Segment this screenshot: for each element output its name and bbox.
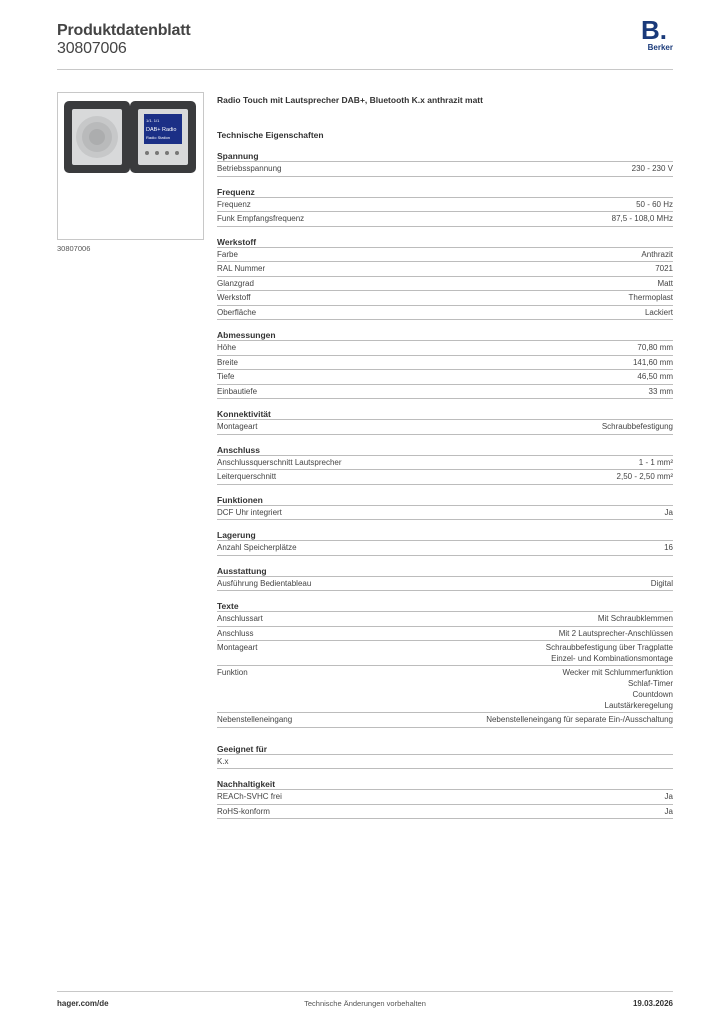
spec-key: Tiefe — [217, 372, 235, 381]
spec-value — [562, 667, 673, 711]
spec-value-line: 50 - 60 Hz — [636, 199, 673, 209]
spec-row — [217, 277, 673, 292]
spec-value — [665, 806, 673, 817]
spec-value-line: 33 mm — [648, 386, 673, 396]
spec-value-line: Ja — [664, 792, 673, 801]
spec-row — [217, 306, 673, 321]
spec-section — [217, 495, 673, 521]
section-title: Texte — [217, 601, 673, 612]
spec-key: Montageart — [217, 422, 258, 431]
spec-row — [217, 805, 673, 820]
spec-value-line: Wecker mit Schlummerfunktion — [562, 668, 673, 677]
section-title: Konnektivität — [217, 409, 673, 420]
spec-row — [217, 506, 673, 521]
svg-text:1/1. 1/1: 1/1. 1/1 — [146, 118, 160, 123]
spec-section — [217, 601, 673, 728]
spec-value — [645, 307, 673, 318]
technical-properties-title: Technische Eigenschaften — [217, 130, 324, 140]
spec-value-line: 141,60 mm — [632, 357, 673, 367]
footer-website: hager.com/de — [57, 999, 109, 1008]
spec-value-line: Schraubbefestigung über Tragplatte — [545, 643, 673, 652]
spec-section — [217, 187, 673, 227]
spec-value-line: Matt — [657, 278, 673, 288]
spec-value — [629, 292, 673, 303]
spec-value-line: 7021 — [655, 264, 673, 273]
specification-content — [217, 94, 673, 819]
spec-row — [217, 755, 673, 770]
spec-row — [217, 470, 673, 485]
spec-row — [217, 341, 673, 356]
spec-row — [217, 790, 673, 805]
spec-key: Werkstoff — [217, 293, 251, 302]
spec-value — [655, 263, 673, 274]
spec-value — [649, 386, 673, 397]
spec-row — [217, 262, 673, 277]
spec-value-line: 87,5 - 108,0 MHz — [611, 214, 673, 223]
section-title: Abmessungen — [217, 330, 673, 341]
section-title: Lagerung — [217, 530, 673, 541]
spec-value-line: Nebenstelleneingang für separate Ein-/Ausschaltung — [486, 715, 673, 724]
spec-section — [217, 151, 673, 177]
spec-key: Breite — [217, 357, 238, 367]
spec-value — [637, 371, 673, 382]
spec-value — [633, 357, 673, 368]
footer-disclaimer: Technische Änderungen vorbehalten — [304, 999, 426, 1008]
spec-value — [657, 278, 673, 289]
spec-row — [217, 356, 673, 371]
spec-section — [217, 530, 673, 556]
section-title: Ausstattung — [217, 566, 673, 577]
product-title: Radio Touch mit Lautsprecher DAB+, Bluetooth K.x anthrazit matt — [217, 95, 483, 105]
spec-row — [217, 291, 673, 306]
svg-text:DAB+ Radio: DAB+ Radio — [146, 127, 177, 133]
spec-section — [217, 779, 673, 819]
spec-value — [641, 249, 673, 260]
spec-row — [217, 627, 673, 642]
spec-row — [217, 212, 673, 227]
spec-value-line: Einzel- und Kombinationsmontage — [551, 654, 673, 663]
page-footer — [57, 991, 673, 1011]
spec-key: Einbautiefe — [217, 386, 258, 396]
spec-value — [602, 421, 673, 432]
section-title: Nachhaltigkeit — [217, 779, 673, 790]
spec-key: Funktion — [217, 668, 248, 677]
spec-key: Oberfläche — [217, 307, 257, 317]
spec-value-line: Countdown — [632, 690, 673, 699]
spec-section — [217, 566, 673, 592]
spec-value — [612, 213, 673, 224]
section-title: Geeignet für — [217, 744, 673, 755]
article-number: 30807006 — [57, 40, 127, 57]
spec-key: RAL Nummer — [217, 264, 266, 273]
spec-value-line: Lackiert — [644, 307, 673, 317]
spec-value-line: Ja — [664, 507, 673, 517]
section-title: Frequenz — [217, 187, 673, 198]
spec-row — [217, 612, 673, 627]
spec-value-line: Thermoplast — [628, 293, 673, 302]
spec-value — [636, 199, 673, 210]
spec-key: K.x — [217, 756, 229, 766]
spec-key: Höhe — [217, 343, 237, 352]
spec-value-line: 70,80 mm — [637, 343, 673, 352]
spec-value-line: Ja — [664, 806, 673, 816]
spec-key: Anschlussquerschnitt Lautsprecher — [217, 457, 342, 467]
spec-value-line: 230 - 230 V — [631, 164, 673, 173]
spec-value — [665, 791, 673, 802]
spec-row — [217, 370, 673, 385]
spec-row — [217, 162, 673, 177]
spec-value-line: Lautstärkeregelung — [604, 701, 673, 710]
svg-text:B.: B. — [641, 18, 667, 45]
image-caption: 30807006 — [57, 244, 91, 253]
spec-section — [217, 744, 673, 770]
spec-section — [217, 409, 673, 435]
section-title: Funktionen — [217, 495, 673, 506]
spec-value — [664, 542, 673, 553]
spec-value-line: Mit 2 Lautsprecher-Anschlüssen — [558, 628, 673, 638]
spec-value-line: 1 - 1 mm² — [638, 457, 673, 467]
spec-value — [651, 578, 673, 589]
spec-value-line: Digital — [650, 578, 673, 588]
product-image — [57, 92, 204, 240]
document-title: Produktdatenblatt — [57, 22, 191, 39]
spec-key: Funk Empfangsfrequenz — [217, 214, 305, 223]
spec-value-line: Anthrazit — [641, 249, 673, 259]
spec-section — [217, 445, 673, 485]
spec-key: Leiterquerschnitt — [217, 472, 277, 481]
spec-value — [637, 342, 673, 353]
spec-value-line: Schraubbefestigung — [601, 422, 673, 431]
spec-value — [632, 163, 673, 174]
spec-key: Farbe — [217, 249, 238, 259]
spec-value — [559, 628, 673, 639]
spec-key: Ausführung Bedientableau — [217, 578, 312, 588]
spec-key: Montageart — [217, 643, 258, 652]
spec-value — [617, 471, 673, 482]
radio-device-illustration — [58, 93, 203, 239]
spec-value-line: Mit Schraubklemmen — [597, 614, 673, 623]
svg-text:Radio Station: Radio Station — [146, 135, 171, 140]
spec-key: Anschlussart — [217, 614, 263, 623]
spec-value-line: 16 — [664, 543, 673, 552]
spec-sections — [217, 151, 673, 819]
spec-key: Betriebsspannung — [217, 164, 282, 173]
spec-section — [217, 330, 673, 399]
spec-key: DCF Uhr integriert — [217, 507, 282, 517]
spec-row — [217, 248, 673, 263]
spec-row — [217, 385, 673, 400]
spec-key: RoHS-konform — [217, 806, 270, 816]
spec-key: Anschluss — [217, 628, 254, 638]
spec-row — [217, 577, 673, 592]
section-title: Werkstoff — [217, 237, 673, 248]
spec-key: REACh-SVHC frei — [217, 792, 282, 801]
footer-date: 19.03.2026 — [632, 999, 673, 1008]
spec-row — [217, 420, 673, 435]
spec-row — [217, 641, 673, 666]
spec-key: Anzahl Speicherplätze — [217, 543, 297, 552]
spec-row — [217, 198, 673, 213]
spec-key: Nebenstelleneingang — [217, 715, 293, 724]
spec-key: Glanzgrad — [217, 278, 254, 288]
spec-key: Frequenz — [217, 199, 251, 209]
spec-value — [486, 714, 673, 725]
page-header — [57, 20, 673, 70]
spec-value — [665, 507, 673, 518]
spec-value — [546, 642, 673, 664]
spec-section — [217, 237, 673, 321]
spec-row — [217, 666, 673, 713]
spec-value — [598, 613, 673, 624]
spec-value — [639, 457, 673, 468]
section-title: Anschluss — [217, 445, 673, 456]
spec-row — [217, 713, 673, 728]
spec-row — [217, 456, 673, 471]
spec-row — [217, 541, 673, 556]
spec-value-line: Schlaf-Timer — [627, 679, 673, 688]
logo-wordmark: Berker — [647, 43, 673, 52]
spec-value-line: 46,50 mm — [637, 372, 673, 381]
section-title: Spannung — [217, 151, 673, 162]
spec-value-line: 2,50 - 2,50 mm² — [616, 472, 673, 481]
